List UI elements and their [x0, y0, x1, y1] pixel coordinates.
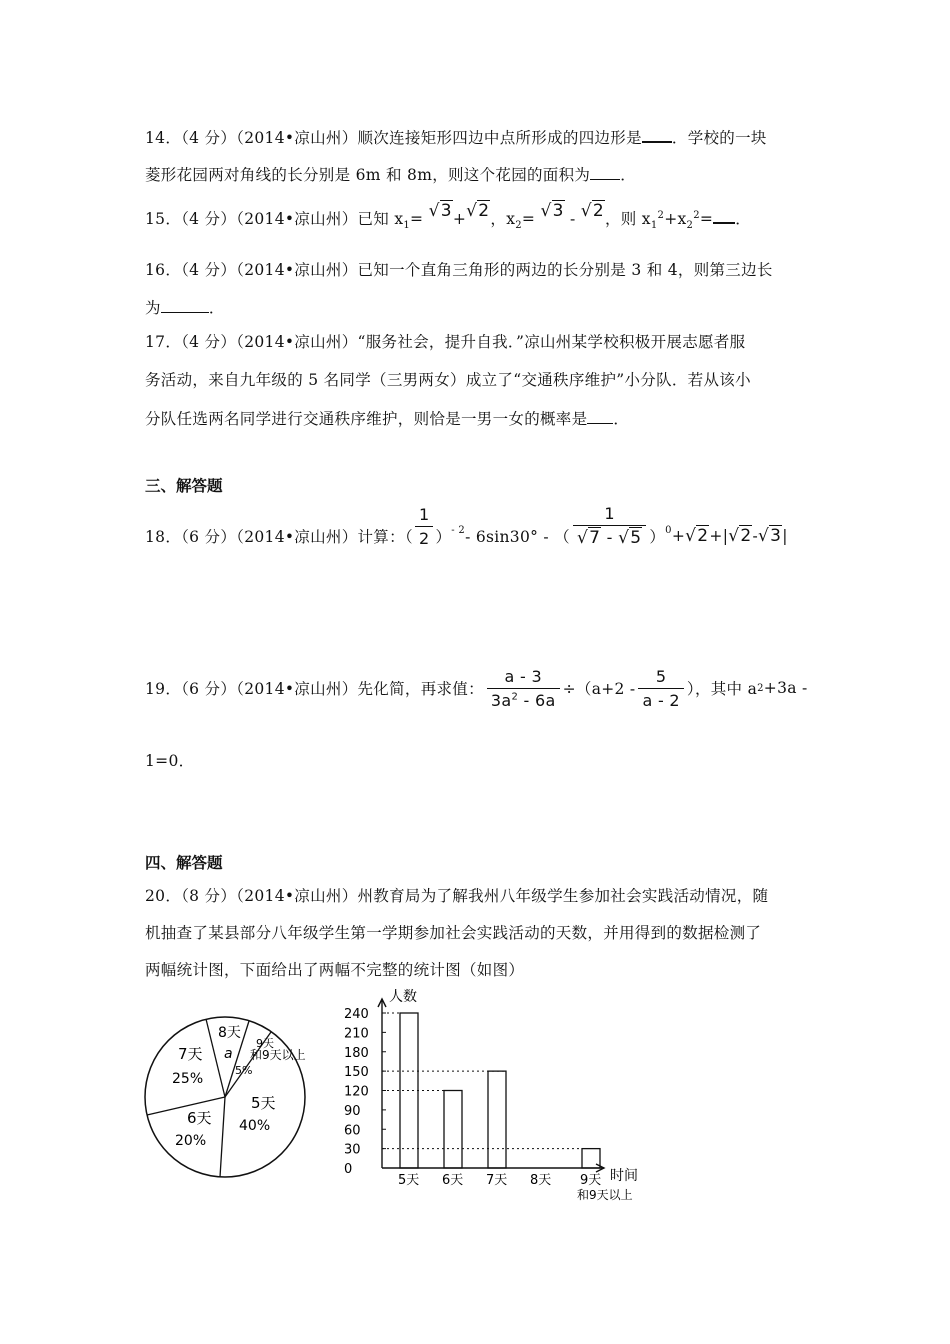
sqrt-2: √2: [728, 526, 752, 546]
y-tick-label: 210: [344, 1026, 369, 1042]
x-tick-label: 8天: [530, 1173, 552, 1188]
pie-label-8: 8天: [218, 1025, 241, 1041]
q18-line: 18．（6 分）（2014•凉山州）计算：（ $\frac{1}{2}$ ） $^{- 2}$ - 6sin30° - （ $\frac{1}{√7 - √5}$ ） $^0$ + √2 +| √2 - √3 |: [145, 504, 788, 548]
x-axis-label: 时间: [610, 1168, 638, 1184]
sqrt-3: √3: [540, 201, 564, 221]
section-title-4: 四、解答题: [145, 854, 223, 872]
pie-pct-7: 25%: [172, 1071, 204, 1087]
q14-blank2[interactable]: [590, 179, 620, 180]
y-tick-label: 60: [344, 1123, 361, 1139]
sqrt-2: √2: [580, 201, 604, 221]
pie-label-9: 9天: [256, 1037, 274, 1050]
y-tick-label: 180: [344, 1045, 369, 1061]
q16-line1: 16．（4 分）（2014•凉山州）已知一个直角三角形的两边的长分别是 3 和 4，则第三边长: [145, 261, 773, 279]
pie-pct-9: 5%: [235, 1064, 253, 1077]
y-tick-label: 150: [344, 1065, 369, 1081]
q19-line2: 1=0．: [145, 752, 195, 770]
bar-3: [488, 1071, 506, 1168]
sqrt-3: √3: [428, 201, 452, 221]
y-tick-label: 30: [344, 1142, 361, 1158]
fraction-five: $\frac{5}{a - 2}$: [638, 667, 683, 710]
pie-label-6: 6天: [187, 1109, 212, 1127]
pie-pct-5: 40%: [239, 1118, 271, 1134]
pie-label-7: 7天: [178, 1045, 203, 1063]
x-tick-label: 9天: [580, 1173, 602, 1188]
q15-line: 15．（4 分）（2014•凉山州）已知 $x_1= √3+√2$，$x_2= √3 - √2$，则 $x_1^2+x_2^2=$ ．: [145, 201, 751, 232]
pie-divider: [220, 1097, 225, 1177]
pie-pct-6: 20%: [175, 1133, 207, 1149]
pie-chart: [138, 1010, 318, 1185]
q20-line1: 20．（8 分）（2014•凉山州）州教育局为了解我州八年级学生参加社会实践活动情况，随: [145, 887, 769, 905]
y-tick-label: 120: [344, 1084, 369, 1100]
q20-line3: 两幅统计图，下面给出了两幅不完整的统计图（如图）: [145, 961, 525, 979]
q17-line2: 务活动，来自九年级的 5 名同学（三男两女）成立了“交通秩序维护”小分队．若从该小: [145, 371, 751, 389]
q17-line1: 17．（4 分）（2014•凉山州）“服务社会，提升自我．”凉山州某学校积极开展志愿者服: [145, 333, 746, 351]
pie-pct-8: a: [224, 1046, 233, 1062]
q17-line3: 分队任选两名同学进行交通秩序维护，则恰是一男一女的概率是 ．: [145, 410, 630, 428]
q17-blank[interactable]: [587, 423, 613, 424]
bar-chart: [338, 985, 650, 1207]
q14-line1: 14．（4 分）（2014•凉山州）顺次连接矩形四边中点所形成的四边形是 ．学校的一块: [145, 129, 767, 147]
q14-blank1[interactable]: [642, 140, 672, 143]
q20-line2: 机抽查了某县部分八年级学生第一学期参加社会实践活动的天数，并用得到的数据检测了: [145, 924, 762, 942]
x-tick-label-line2: 和9天以上: [577, 1188, 633, 1202]
sqrt-3: √3: [758, 526, 782, 546]
fraction-a-minus-3: $\frac{a - 3}{3a^2 - 6a}$: [487, 667, 560, 710]
section-title-3: 三、解答题: [145, 477, 223, 495]
sqrt-2: √2: [685, 526, 709, 546]
x-tick-label: 6天: [442, 1173, 464, 1188]
pie-label-5: 5天: [251, 1094, 276, 1112]
q15-blank[interactable]: [713, 221, 735, 224]
bar-2: [444, 1091, 462, 1169]
x-tick-label: 5天: [398, 1173, 420, 1188]
q19-line1: 19．（6 分）（2014•凉山州）先化简，再求值： $\frac{a - 3}{3a^2 - 6a}$ ÷（a+2 - $\frac{5}{a - 2}$ ），其中 a 2 +3a -: [145, 666, 808, 710]
fraction-reciprocal: $\frac{1}{√7 - √5}$: [573, 504, 646, 548]
q14-line2: 菱形花园两对角线的长分别是 6m 和 8m，则这个花园的面积为 ．: [145, 166, 637, 184]
y-tick-label: 0: [344, 1162, 353, 1177]
y-axis-label: 人数: [389, 989, 417, 1005]
pie-label-9plus: 和9天以上: [250, 1048, 306, 1062]
pie-divider: [147, 1097, 225, 1115]
y-tick-label: 90: [344, 1103, 361, 1119]
y-tick-label: 240: [344, 1007, 369, 1022]
fraction-half: $\frac{1}{2}$: [415, 505, 433, 548]
sqrt-2: √2: [466, 201, 490, 221]
x-tick-label: 7天: [486, 1173, 508, 1188]
q16-line2: 为 ．: [145, 299, 225, 317]
q16-blank[interactable]: [161, 312, 209, 313]
